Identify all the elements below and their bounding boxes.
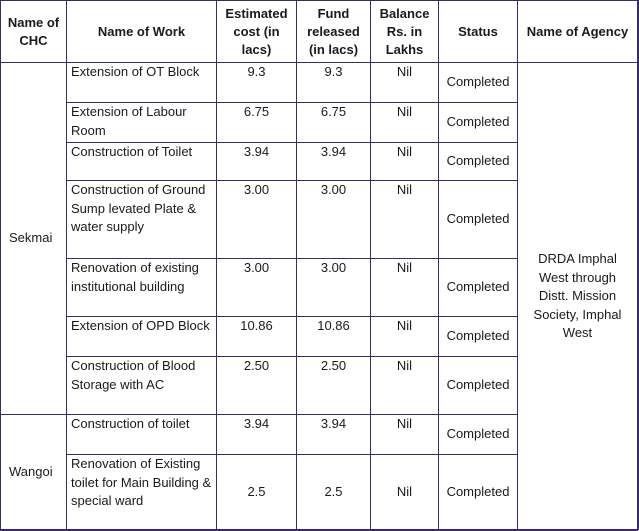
status-cell: Completed [439,103,518,143]
header-chc: Name of CHC [1,1,67,63]
status-cell: Completed [439,181,518,259]
work-cell: Renovation of existing institutional building [67,259,217,317]
fund-cell: 6.75 [297,103,371,143]
fund-cell: 9.3 [297,63,371,103]
estimated-cell: 3.00 [217,181,297,259]
fund-cell: 3.00 [297,181,371,259]
balance-cell: Nil [371,357,439,415]
header-agency: Name of Agency [518,1,638,63]
estimated-cell: 10.86 [217,317,297,357]
table-row [1,63,638,103]
status-cell: Completed [439,415,518,455]
estimated-cell: 3.00 [217,259,297,317]
header-row [1,1,638,63]
status-cell: Completed [439,259,518,317]
estimated-cell: 3.94 [217,143,297,181]
balance-cell: Nil [371,103,439,143]
fund-cell: 10.86 [297,317,371,357]
fund-cell: 2.50 [297,357,371,415]
balance-cell: Nil [371,63,439,103]
work-cell: Renovation of Existing toilet for Main Building & special ward [67,455,217,531]
estimated-cell: 9.3 [217,63,297,103]
chc-wangoi: Wangoi [1,415,67,531]
header-fund: Fund released (in lacs) [297,1,371,63]
work-cell: Construction of Toilet [67,143,217,181]
work-cell: Extension of OT Block [67,63,217,103]
work-cell: Construction of Ground Sump levated Plate & water supply [67,181,217,259]
estimated-cell: 2.5 [217,455,297,531]
status-cell: Completed [439,455,518,531]
status-cell: Completed [439,357,518,415]
work-cell: Construction of Blood Storage with AC [67,357,217,415]
fund-cell: 3.00 [297,259,371,317]
fund-cell: 3.94 [297,143,371,181]
agency-cell [518,63,638,531]
estimated-cell: 2.50 [217,357,297,415]
fund-cell: 2.5 [297,455,371,531]
chc-sekmai: Sekmai [1,63,67,415]
fund-cell: 3.94 [297,415,371,455]
header-estimated: Estimated cost (in lacs) [217,1,297,63]
agency-text: DRDA Imphal West through Distt. Mission Society, Imphal West [533,251,622,341]
header-balance: Balance Rs. in Lakhs [371,1,439,63]
status-cell: Completed [439,143,518,181]
estimated-cell: 3.94 [217,415,297,455]
balance-cell: Nil [371,143,439,181]
work-cell: Extension of Labour Room [67,103,217,143]
work-cell: Extension of OPD Block [67,317,217,357]
work-cell: Construction of toilet [67,415,217,455]
header-status: Status [439,1,518,63]
balance-cell: Nil [371,259,439,317]
header-work: Name of Work [67,1,217,63]
status-cell: Completed [439,63,518,103]
balance-cell: Nil [371,317,439,357]
estimated-cell: 6.75 [217,103,297,143]
balance-cell: Nil [371,181,439,259]
balance-cell: Nil [371,415,439,455]
balance-cell: Nil [371,455,439,531]
status-cell: Completed [439,317,518,357]
